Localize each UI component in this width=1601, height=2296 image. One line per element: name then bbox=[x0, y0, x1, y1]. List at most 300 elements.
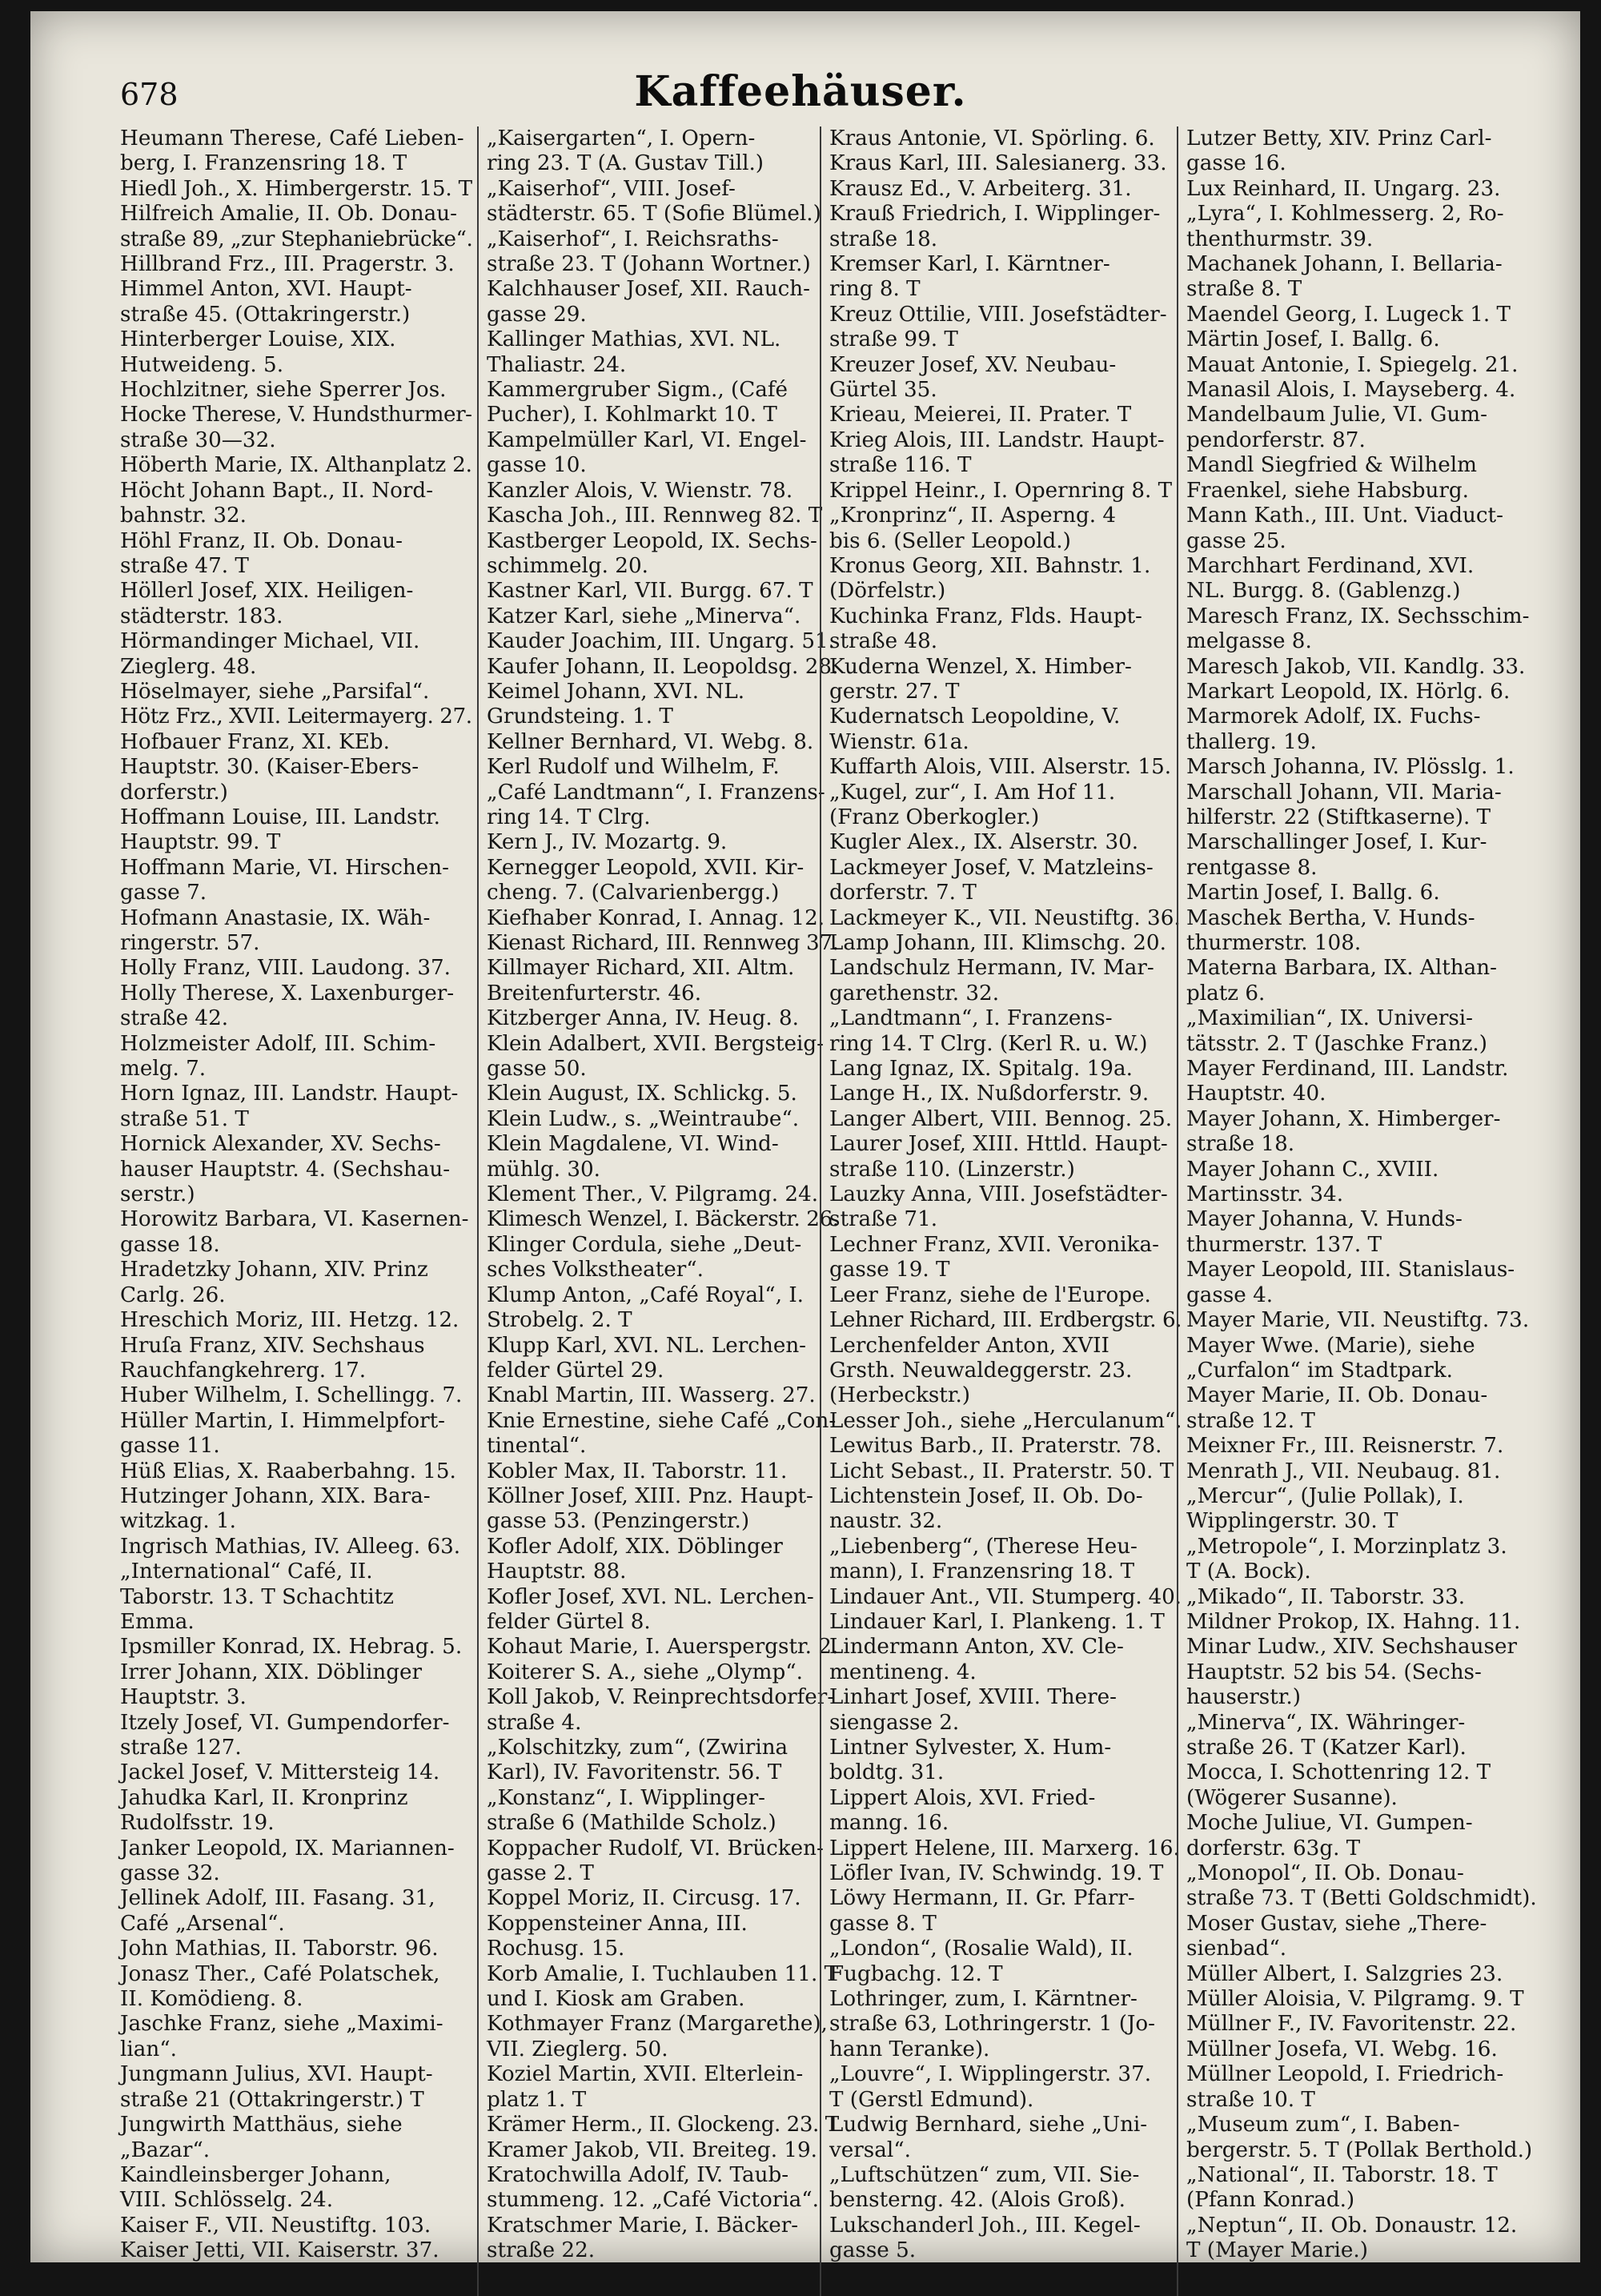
directory-line: Koll Jakob, V. Reinprechtsdorfer- bbox=[487, 1685, 835, 1710]
directory-line: Klein Adalbert, XVII. Bergsteig- bbox=[487, 1031, 824, 1056]
directory-line: gasse 10. bbox=[487, 453, 587, 478]
directory-line: „International“ Café, II. bbox=[120, 1559, 373, 1584]
column-3 bbox=[829, 126, 1182, 2264]
directory-line: VIII. Schlösselg. 24. bbox=[120, 2188, 334, 2213]
directory-line: Märtin Josef, I. Ballg. 6. bbox=[1186, 327, 1440, 352]
directory-line: Müllner Leopold, I. Friedrich- bbox=[1186, 2062, 1504, 2087]
directory-line: Jackel Josef, V. Mittersteig 14. bbox=[120, 1760, 440, 1785]
directory-line: straße 51. T bbox=[120, 1106, 249, 1131]
directory-line: Linhart Josef, XVIII. There- bbox=[829, 1685, 1117, 1710]
directory-line: Kofler Adolf, XIX. Döblinger bbox=[487, 1534, 783, 1559]
directory-line: Pucher), I. Kohlmarkt 10. T bbox=[487, 403, 777, 427]
directory-line: gasse 4. bbox=[1186, 1282, 1274, 1307]
directory-line: Hochlzitner, siehe Sperrer Jos. bbox=[120, 378, 447, 403]
directory-line: „Kugel, zur“, I. Am Hof 11. bbox=[829, 780, 1116, 805]
directory-line: Klement Ther., V. Pilgramg. 24. bbox=[487, 1182, 819, 1207]
directory-line: straße 42. bbox=[120, 1006, 229, 1031]
directory-line: Martin Josef, I. Ballg. 6. bbox=[1186, 881, 1440, 905]
directory-line: straße 26. T (Katzer Karl). bbox=[1186, 1736, 1467, 1760]
directory-line: Mayer Leopold, III. Stanislaus- bbox=[1186, 1258, 1515, 1282]
directory-line: Marmorek Adolf, IX. Fuchs- bbox=[1186, 704, 1481, 729]
directory-line: Löfler Ivan, IV. Schwindg. 19. T bbox=[829, 1861, 1164, 1886]
directory-line: Moche Juliue, VI. Gumpen- bbox=[1186, 1811, 1473, 1836]
directory-line: straße 4. bbox=[487, 1710, 582, 1735]
directory-line: Lamp Johann, III. Klimschg. 20. bbox=[829, 931, 1166, 955]
directory-line: Hoffmann Marie, VI. Hirschen- bbox=[120, 855, 449, 880]
directory-line: Jaschke Franz, siehe „Maximi- bbox=[120, 2012, 443, 2037]
directory-line: straße 47. T bbox=[120, 553, 249, 578]
directory-line: felder Gürtel 29. bbox=[487, 1358, 664, 1383]
directory-line: Markart Leopold, IX. Hörlg. 6. bbox=[1186, 679, 1511, 704]
directory-line: serstr.) bbox=[120, 1182, 195, 1207]
directory-line: Hradetzky Johann, XIV. Prinz bbox=[120, 1258, 428, 1282]
directory-line: Fugbachg. 12. T bbox=[829, 1961, 1003, 1986]
page-number: 678 bbox=[120, 77, 179, 112]
directory-line: melg. 7. bbox=[120, 1057, 207, 1082]
directory-line: Jonasz Ther., Café Polatschek, bbox=[120, 1961, 440, 1986]
directory-line: Hofmann Anastasie, IX. Wäh- bbox=[120, 905, 431, 930]
directory-line: gasse 8. T bbox=[829, 1911, 937, 1936]
directory-line: „Café Landtmann“, I. Franzens- bbox=[487, 780, 825, 805]
directory-line: Hauptstr. 88. bbox=[487, 1559, 627, 1584]
directory-line: Kampelmüller Karl, VI. Engel- bbox=[487, 427, 807, 452]
directory-line: Jellinek Adolf, III. Fasang. 31, bbox=[120, 1886, 435, 1911]
directory-line: ringerstr. 57. bbox=[120, 931, 260, 955]
directory-line: VII. Zieglerg. 50. bbox=[487, 2037, 668, 2061]
directory-line: Lesser Joh., siehe „Herculanum“. bbox=[829, 1408, 1182, 1433]
directory-line: Koppensteiner Anna, III. bbox=[487, 1911, 748, 1936]
directory-line: NL. Burgg. 8. (Gablenzg.) bbox=[1186, 579, 1461, 604]
directory-line: Mayer Ferdinand, III. Landstr. bbox=[1186, 1057, 1509, 1082]
directory-line: Höcht Johann Bapt., II. Nord- bbox=[120, 478, 434, 503]
directory-line: gasse 25. bbox=[1186, 528, 1286, 553]
directory-line: straße 18. bbox=[829, 227, 938, 251]
directory-line: Hüller Martin, I. Himmelpfort- bbox=[120, 1408, 446, 1433]
directory-line: Menrath J., VII. Neubaug. 81. bbox=[1186, 1459, 1501, 1483]
directory-line: Lackmeyer K., VII. Neustiftg. 36. bbox=[829, 905, 1181, 930]
column-1 bbox=[120, 126, 472, 2264]
directory-line: Kraus Karl, III. Salesianerg. 33. bbox=[829, 151, 1167, 176]
directory-line: Höberth Marie, IX. Althanplatz 2. bbox=[120, 453, 472, 478]
directory-line: gasse 11. bbox=[120, 1434, 220, 1459]
directory-line: Hiedl Joh., X. Himbergerstr. 15. T bbox=[120, 176, 472, 201]
directory-line: Kronus Georg, XII. Bahnstr. 1. bbox=[829, 553, 1151, 578]
directory-line: Hocke Therese, V. Hundsthurmer- bbox=[120, 403, 472, 427]
directory-line: Materna Barbara, IX. Althan- bbox=[1186, 956, 1497, 981]
directory-line: straße 6 (Mathilde Scholz.) bbox=[487, 1811, 776, 1836]
directory-line: Koppacher Rudolf, VI. Brücken- bbox=[487, 1836, 824, 1860]
directory-line: platz 1. T bbox=[487, 2087, 587, 2112]
directory-line: Lothringer, zum, I. Kärntner- bbox=[829, 1987, 1138, 2012]
directory-line: Kiefhaber Konrad, I. Annag. 12. bbox=[487, 905, 825, 930]
directory-line: gasse 32. bbox=[120, 1861, 220, 1886]
directory-line: Huber Wilhelm, I. Schellingg. 7. bbox=[120, 1383, 463, 1408]
directory-line: Maresch Franz, IX. Sechsschim- bbox=[1186, 604, 1530, 628]
directory-line: Lewitus Barb., II. Praterstr. 78. bbox=[829, 1434, 1162, 1459]
directory-line: Rochusg. 15. bbox=[487, 1937, 625, 1961]
directory-line: Jahudka Karl, II. Kronprinz bbox=[120, 1785, 408, 1810]
directory-line: gasse 2. T bbox=[487, 1861, 594, 1886]
directory-line: Holzmeister Adolf, III. Schim- bbox=[120, 1031, 436, 1056]
directory-line: Machanek Johann, I. Bellaria- bbox=[1186, 252, 1503, 277]
directory-line: T (A. Bock). bbox=[1186, 1559, 1311, 1584]
directory-line: straße 8. T bbox=[1186, 277, 1302, 302]
directory-line: hauserstr.) bbox=[1186, 1685, 1301, 1710]
directory-line: Janker Leopold, IX. Mariannen- bbox=[120, 1836, 455, 1860]
directory-line: Mayer Wwe. (Marie), siehe bbox=[1186, 1333, 1475, 1358]
directory-line: Hofbauer Franz, XI. KEb. bbox=[120, 729, 390, 754]
directory-line: platz 6. bbox=[1186, 981, 1266, 1006]
directory-line: Mann Kath., III. Unt. Viaduct- bbox=[1186, 504, 1503, 528]
directory-line: Ingrisch Mathias, IV. Alleeg. 63. bbox=[120, 1534, 461, 1559]
directory-line: (Franz Oberkogler.) bbox=[829, 805, 1040, 829]
directory-line: Jungwirth Matthäus, siehe bbox=[120, 2113, 403, 2137]
directory-line: Minar Ludw., XIV. Sechshauser bbox=[1186, 1635, 1517, 1660]
directory-line: Ludwig Bernhard, siehe „Uni- bbox=[829, 2113, 1148, 2137]
directory-line: Irrer Johann, XIX. Döblinger bbox=[120, 1660, 423, 1684]
directory-line: gasse 50. bbox=[487, 1057, 587, 1082]
directory-line: straße 73. T (Betti Goldschmidt). bbox=[1186, 1886, 1537, 1911]
directory-line: Itzely Josef, VI. Gumpendorfer- bbox=[120, 1710, 450, 1735]
directory-line: Katzer Karl, siehe „Minerva“. bbox=[487, 604, 801, 628]
directory-line: Klimesch Wenzel, I. Bäckerstr. 26. bbox=[487, 1207, 839, 1232]
directory-line: Ipsmiller Konrad, IX. Hebrag. 5. bbox=[120, 1635, 463, 1660]
directory-line: Maschek Bertha, V. Hunds- bbox=[1186, 905, 1475, 930]
directory-line: Kerl Rudolf und Wilhelm, F. bbox=[487, 755, 780, 780]
directory-line: „London“, (Rosalie Wald), II. bbox=[829, 1937, 1134, 1961]
directory-line: Lutzer Betty, XIV. Prinz Carl- bbox=[1186, 126, 1492, 151]
directory-line: Krämer Herm., II. Glockeng. 23. T bbox=[487, 2113, 839, 2137]
directory-line: Kanzler Alois, V. Wienstr. 78. bbox=[487, 478, 793, 503]
directory-line: straße 48. bbox=[829, 629, 938, 654]
directory-line: Lauzky Anna, VIII. Josefstädter- bbox=[829, 1182, 1168, 1207]
directory-line: Grundsteing. 1. T bbox=[487, 704, 673, 729]
directory-line: Krieg Alois, III. Landstr. Haupt- bbox=[829, 427, 1165, 452]
directory-line: Lintner Sylvester, X. Hum- bbox=[829, 1736, 1112, 1760]
directory-line: straße 127. bbox=[120, 1736, 242, 1760]
directory-line: straße 10. T bbox=[1186, 2087, 1315, 2112]
directory-line: Kalchhauser Josef, XII. Rauch- bbox=[487, 277, 810, 302]
directory-line: „Monopol“, II. Ob. Donau- bbox=[1186, 1861, 1464, 1886]
directory-line: Strobelg. 2. T bbox=[487, 1308, 632, 1333]
directory-line: Mayer Marie, VII. Neustiftg. 73. bbox=[1186, 1308, 1530, 1333]
directory-line: Krauß Friedrich, I. Wipplinger- bbox=[829, 202, 1161, 227]
directory-line: Mayer Marie, II. Ob. Donau- bbox=[1186, 1383, 1488, 1408]
directory-line: Holly Franz, VIII. Laudong. 37. bbox=[120, 956, 451, 981]
directory-line: Killmayer Richard, XII. Altm. bbox=[487, 956, 795, 981]
directory-line: Jungmann Julius, XVI. Haupt- bbox=[120, 2062, 433, 2087]
directory-line: Zieglerg. 48. bbox=[120, 654, 257, 679]
directory-line: berg, I. Franzensring 18. T bbox=[120, 151, 407, 176]
directory-line: mentineng. 4. bbox=[829, 1660, 977, 1684]
directory-line: gasse 5. bbox=[829, 2238, 917, 2263]
directory-line: Krippel Heinr., I. Opernring 8. T bbox=[829, 478, 1173, 503]
directory-line: Wienstr. 61a. bbox=[829, 729, 969, 754]
directory-line: Holly Therese, X. Laxenburger- bbox=[120, 981, 455, 1006]
directory-line: (Herbeckstr.) bbox=[829, 1383, 971, 1408]
directory-line: Hillbrand Frz., III. Pragerstr. 3. bbox=[120, 252, 455, 277]
directory-line: straße 110. (Linzerstr.) bbox=[829, 1157, 1075, 1182]
directory-line: Klinger Cordula, siehe „Deut- bbox=[487, 1232, 802, 1257]
directory-line: Laurer Josef, XIII. Httld. Haupt- bbox=[829, 1132, 1168, 1157]
directory-line: (Dörfelstr.) bbox=[829, 579, 946, 604]
directory-line: Mayer Johann, X. Himberger- bbox=[1186, 1106, 1501, 1131]
directory-line: „National“, II. Taborstr. 18. T bbox=[1186, 2162, 1498, 2187]
directory-line: Hoffmann Louise, III. Landstr. bbox=[120, 805, 440, 829]
directory-line: „Kaiserhof“, VIII. Josef- bbox=[487, 176, 736, 201]
directory-line: garethenstr. 32. bbox=[829, 981, 1000, 1006]
directory-line: Lindauer Karl, I. Plankeng. 1. T bbox=[829, 1609, 1165, 1634]
directory-line: „Museum zum“, I. Baben- bbox=[1186, 2113, 1460, 2137]
directory-line: lian“. bbox=[120, 2037, 177, 2061]
directory-line: Löwy Hermann, II. Gr. Pfarr- bbox=[829, 1886, 1135, 1911]
directory-line: Breitenfurterstr. 46. bbox=[487, 981, 702, 1006]
directory-line: dorferstr. 7. T bbox=[829, 881, 977, 905]
directory-line: Klump Anton, „Café Royal“, I. bbox=[487, 1282, 805, 1307]
directory-line: Mocca, I. Schottenring 12. T bbox=[1186, 1760, 1491, 1785]
directory-line: Martinsstr. 34. bbox=[1186, 1182, 1344, 1207]
directory-line: straße 21 (Ottakringerstr.) T bbox=[120, 2087, 424, 2112]
directory-line: städterstr. 183. bbox=[120, 604, 283, 628]
directory-line: Carlg. 26. bbox=[120, 1282, 226, 1307]
directory-line: Hörmandinger Michael, VII. bbox=[120, 629, 420, 654]
directory-line: Maresch Jakob, VII. Kandlg. 33. bbox=[1186, 654, 1526, 679]
column-2 bbox=[487, 126, 839, 2264]
directory-line: thurmerstr. 108. bbox=[1186, 931, 1362, 955]
directory-line: Kofler Josef, XVI. NL. Lerchen- bbox=[487, 1584, 814, 1609]
directory-line: Lechner Franz, XVII. Veronika- bbox=[829, 1232, 1159, 1257]
directory-line: Klein Magdalene, VI. Wind- bbox=[487, 1132, 779, 1157]
directory-line: mühlg. 30. bbox=[487, 1157, 600, 1182]
directory-line: rentgasse 8. bbox=[1186, 855, 1318, 880]
directory-line: „Louvre“, I. Wipplingerstr. 37. bbox=[829, 2062, 1152, 2087]
directory-line: siengasse 2. bbox=[829, 1710, 960, 1735]
directory-line: Knabl Martin, III. Wasserg. 27. bbox=[487, 1383, 816, 1408]
directory-line: gasse 53. (Penzingerstr.) bbox=[487, 1509, 750, 1534]
directory-line: Heumann Therese, Café Lieben- bbox=[120, 126, 464, 151]
directory-line: Kothmayer Franz (Margarethe), bbox=[487, 2012, 828, 2037]
directory-line: „Lyra“, I. Kohlmesserg. 2, Ro- bbox=[1186, 202, 1504, 227]
directory-line: Krausz Ed., V. Arbeiterg. 31. bbox=[829, 176, 1132, 201]
directory-line: gerstr. 27. T bbox=[829, 679, 960, 704]
directory-line: „Landtmann“, I. Franzens- bbox=[829, 1006, 1113, 1031]
directory-line: (Wögerer Susanne). bbox=[1186, 1785, 1398, 1810]
directory-line: Hauptstr. 40. bbox=[1186, 1082, 1326, 1106]
directory-line: Landschulz Hermann, IV. Mar- bbox=[829, 956, 1154, 981]
directory-line: boldtg. 31. bbox=[829, 1760, 945, 1785]
directory-line: Maendel Georg, I. Lugeck 1. T bbox=[1186, 302, 1511, 327]
directory-line: T (Gerstl Edmund). bbox=[829, 2087, 1034, 2112]
directory-line: dorferstr.) bbox=[120, 780, 228, 805]
directory-line: stummeng. 12. „Café Victoria“. bbox=[487, 2188, 819, 2213]
directory-line: Hauptstr. 3. bbox=[120, 1685, 247, 1710]
directory-line: (Pfann Konrad.) bbox=[1186, 2188, 1355, 2213]
directory-line: Hinterberger Louise, XIX. bbox=[120, 327, 396, 352]
directory-line: Manasil Alois, I. Mayseberg. 4. bbox=[1186, 378, 1516, 403]
directory-line: straße 99. T bbox=[829, 327, 958, 352]
directory-line: Höllerl Josef, XIX. Heiligen- bbox=[120, 579, 414, 604]
directory-line: Koppel Moriz, II. Circusg. 17. bbox=[487, 1886, 801, 1911]
directory-line: gasse 16. bbox=[1186, 151, 1286, 176]
directory-line: Keimel Johann, XVI. NL. bbox=[487, 679, 745, 704]
directory-line: mann), I. Franzensring 18. T bbox=[829, 1559, 1135, 1584]
directory-line: Korb Amalie, I. Tuchlauben 11. T bbox=[487, 1961, 839, 1986]
directory-line: hilferstr. 22 (Stiftkaserne). T bbox=[1186, 805, 1491, 829]
directory-line: sienbad“. bbox=[1186, 1937, 1287, 1961]
directory-line: John Mathias, II. Taborstr. 96. bbox=[120, 1937, 439, 1961]
directory-line: Kaindleinsberger Johann, bbox=[120, 2162, 391, 2187]
directory-line: Klein August, IX. Schlickg. 5. bbox=[487, 1082, 797, 1106]
directory-line: Hornick Alexander, XV. Sechs- bbox=[120, 1132, 441, 1157]
directory-line: straße 89, „zur Stephaniebrücke“. bbox=[120, 227, 473, 251]
directory-line: Karl), IV. Favoritenstr. 56. T bbox=[487, 1760, 782, 1785]
directory-line: Marsch Johanna, IV. Plösslg. 1. bbox=[1186, 755, 1515, 780]
page-title: Kaffeehäuser. bbox=[634, 67, 967, 116]
directory-line: Taborstr. 13. T Schachtitz bbox=[120, 1584, 394, 1609]
directory-line: „Kaiserhof“, I. Reichsraths- bbox=[487, 227, 779, 251]
directory-line: „Minerva“, IX. Währinger- bbox=[1186, 1710, 1466, 1735]
directory-line: „Neptun“, II. Ob. Donaustr. 12. bbox=[1186, 2213, 1518, 2238]
directory-line: Rauchfangkehrerg. 17. bbox=[120, 1358, 367, 1383]
directory-line: straße 22. bbox=[487, 2238, 596, 2263]
directory-line: Lang Ignaz, IX. Spitalg. 19a. bbox=[829, 1057, 1133, 1082]
directory-line: Hauptstr. 52 bis 54. (Sechs- bbox=[1186, 1660, 1482, 1684]
directory-line: Kuderna Wenzel, X. Himber- bbox=[829, 654, 1132, 679]
directory-line: Höhl Franz, II. Ob. Donau- bbox=[120, 528, 403, 553]
directory-line: Lindauer Ant., VII. Stumperg. 40. bbox=[829, 1584, 1182, 1609]
directory-line: „Kronprinz“, II. Asperng. 4 bbox=[829, 504, 1117, 528]
directory-line: Kaiser Jetti, VII. Kaiserstr. 37. bbox=[120, 2238, 439, 2263]
directory-line: Kratochwilla Adolf, IV. Taub- bbox=[487, 2162, 789, 2187]
directory-line: gasse 29. bbox=[487, 302, 587, 327]
directory-line: Lackmeyer Josef, V. Matzleins- bbox=[829, 855, 1154, 880]
directory-line: gasse 18. bbox=[120, 1232, 220, 1257]
directory-line: Kraus Antonie, VI. Spörling. 6. bbox=[829, 126, 1155, 151]
directory-line: Kuchinka Franz, Flds. Haupt- bbox=[829, 604, 1142, 628]
directory-line: Kascha Joh., III. Rennweg 82. T bbox=[487, 504, 823, 528]
directory-line: Hruſa Franz, XIV. Sechshaus bbox=[120, 1333, 425, 1358]
directory-line: Lichtenstein Josef, II. Ob. Do- bbox=[829, 1483, 1143, 1508]
directory-line: tinental“. bbox=[487, 1434, 587, 1459]
directory-line: T (Mayer Marie.) bbox=[1186, 2238, 1368, 2263]
directory-line: Marschall Johann, VII. Maria- bbox=[1186, 780, 1502, 805]
directory-line: „Konstanz“, I. Wipplinger- bbox=[487, 1785, 765, 1810]
directory-line: Kaufer Johann, II. Leopoldsg. 28. bbox=[487, 654, 839, 679]
directory-line: Kuffarth Alois, VIII. Alserstr. 15. bbox=[829, 755, 1172, 780]
directory-line: Emma. bbox=[120, 1609, 195, 1634]
directory-line: Lehner Richard, III. Erdbergstr. 6. bbox=[829, 1308, 1182, 1333]
directory-line: straße 23. T (Johann Wortner.) bbox=[487, 252, 811, 277]
directory-line: bensterng. 42. (Alois Groß). bbox=[829, 2188, 1126, 2213]
directory-line: felder Gürtel 8. bbox=[487, 1609, 651, 1634]
directory-line: Lerchenfelder Anton, XVII bbox=[829, 1333, 1109, 1358]
directory-line: „Curfalon“ im Stadtpark. bbox=[1186, 1358, 1453, 1383]
directory-line: Langer Albert, VIII. Bennog. 25. bbox=[829, 1106, 1173, 1131]
directory-line: Klein Ludw., s. „Weintraube“. bbox=[487, 1106, 800, 1131]
directory-line: cheng. 7. (Calvarienbergg.) bbox=[487, 881, 780, 905]
directory-line: Lindermann Anton, XV. Cle- bbox=[829, 1635, 1124, 1660]
directory-line: bahnstr. 32. bbox=[120, 504, 247, 528]
directory-line: Lukschanderl Joh., III. Kegel- bbox=[829, 2213, 1141, 2238]
directory-line: Himmel Anton, XVI. Haupt- bbox=[120, 277, 412, 302]
directory-line: Mildner Prokop, IX. Hahng. 11. bbox=[1186, 1609, 1521, 1634]
directory-line: thallerg. 19. bbox=[1186, 729, 1317, 754]
directory-line: Mandelbaum Julie, VI. Gum- bbox=[1186, 403, 1487, 427]
directory-line: Kobler Max, II. Taborstr. 11. bbox=[487, 1459, 788, 1483]
directory-line: Licht Sebast., II. Praterstr. 50. T bbox=[829, 1459, 1174, 1483]
directory-line: thenthurmstr. 39. bbox=[1186, 227, 1374, 251]
directory-line: Kastberger Leopold, IX. Sechs- bbox=[487, 528, 817, 553]
directory-line: Kienast Richard, III. Rennweg 37. bbox=[487, 931, 839, 955]
directory-line: ring 23. T (A. Gustav Till.) bbox=[487, 151, 764, 176]
directory-line: Kramer Jakob, VII. Breiteg. 19. bbox=[487, 2137, 817, 2162]
directory-line: Fraenkel, siehe Habsburg. bbox=[1186, 478, 1469, 503]
directory-line: Hauptstr. 30. (Kaiser-Ebers- bbox=[120, 755, 419, 780]
directory-line: Lange H., IX. Nußdorferstr. 9. bbox=[829, 1082, 1150, 1106]
directory-line: Kremser Karl, I. Kärntner- bbox=[829, 252, 1110, 277]
directory-line: Müllner Josefa, VI. Webg. 16. bbox=[1186, 2037, 1498, 2061]
column-4 bbox=[1186, 126, 1539, 2264]
directory-line: Hreschich Moriz, III. Hetzg. 12. bbox=[120, 1308, 459, 1333]
directory-line: ring 14. T Clrg. (Kerl R. u. W.) bbox=[829, 1031, 1148, 1056]
directory-line: manng. 16. bbox=[829, 1811, 949, 1836]
directory-line: Marschallinger Josef, I. Kur- bbox=[1186, 830, 1487, 855]
directory-line: Kudernatsch Leopoldine, V. bbox=[829, 704, 1121, 729]
directory-line: Meixner Fr., III. Reisnerstr. 7. bbox=[1186, 1434, 1504, 1459]
directory-line: schimmelg. 20. bbox=[487, 553, 648, 578]
directory-line: Kernegger Leopold, XVII. Kir- bbox=[487, 855, 805, 880]
directory-line: Lux Reinhard, II. Ungarg. 23. bbox=[1186, 176, 1501, 201]
directory-line: Lippert Helene, III. Marxerg. 16. bbox=[829, 1836, 1180, 1860]
directory-line: tätsstr. 2. T (Jaschke Franz.) bbox=[1186, 1031, 1487, 1056]
directory-line: Gürtel 35. bbox=[829, 378, 937, 403]
directory-line: versal“. bbox=[829, 2137, 911, 2162]
directory-line: „Mikado“, II. Taborstr. 33. bbox=[1186, 1584, 1466, 1609]
directory-line: „Kolschitzky, zum“, (Zwirina bbox=[487, 1736, 788, 1760]
directory-line: Kitzberger Anna, IV. Heug. 8. bbox=[487, 1006, 799, 1031]
directory-line: Kallinger Mathias, XVI. NL. bbox=[487, 327, 781, 352]
directory-line: Hutzinger Johann, XIX. Bara- bbox=[120, 1483, 431, 1508]
directory-line: straße 18. bbox=[1186, 1132, 1295, 1157]
directory-line: Kauder Joachim, III. Ungarg. 51. bbox=[487, 629, 835, 654]
directory-line: Kreuz Ottilie, VIII. Josefstädter- bbox=[829, 302, 1167, 327]
directory-line: „Kaisergarten“, I. Opern- bbox=[487, 126, 756, 151]
directory-line: hauser Hauptstr. 4. (Sechshau- bbox=[120, 1157, 451, 1182]
directory-line: dorferstr. 63g. T bbox=[1186, 1836, 1361, 1860]
directory-line: Thaliastr. 24. bbox=[487, 352, 627, 377]
directory-line: Koiterer S. A., siehe „Olymp“. bbox=[487, 1660, 803, 1684]
directory-line: Koziel Martin, XVII. Elterlein- bbox=[487, 2062, 804, 2087]
directory-line: straße 45. (Ottakringerstr.) bbox=[120, 302, 411, 327]
directory-line: Hauptstr. 99. T bbox=[120, 830, 281, 855]
directory-line: Kern J., IV. Mozartg. 9. bbox=[487, 830, 728, 855]
directory-line: pendorferstr. 87. bbox=[1186, 427, 1366, 452]
directory-line: Köllner Josef, XIII. Pnz. Haupt- bbox=[487, 1483, 813, 1508]
directory-line: Marchhart Ferdinand, XVI. bbox=[1186, 553, 1475, 578]
directory-line: Hötz Frz., XVII. Leitermayerg. 27. bbox=[120, 704, 472, 729]
directory-line: sches Volkstheater“. bbox=[487, 1258, 704, 1282]
directory-line: „Bazar“. bbox=[120, 2137, 211, 2162]
directory-line: bis 6. (Seller Leopold.) bbox=[829, 528, 1071, 553]
directory-line: Müllner F., IV. Favoritenstr. 22. bbox=[1186, 2012, 1517, 2037]
directory-line: straße 71. bbox=[829, 1207, 938, 1232]
directory-line: „Mercur“, (Julie Pollak), I. bbox=[1186, 1483, 1464, 1508]
directory-line: und I. Kiosk am Graben. bbox=[487, 1987, 745, 2012]
directory-line: Horowitz Barbara, VI. Kasernen- bbox=[120, 1207, 469, 1232]
directory-line: witzkag. 1. bbox=[120, 1509, 236, 1534]
directory-line: hann Teranke). bbox=[829, 2037, 990, 2061]
directory-line: „Metropole“, I. Morzinplatz 3. bbox=[1186, 1534, 1507, 1559]
